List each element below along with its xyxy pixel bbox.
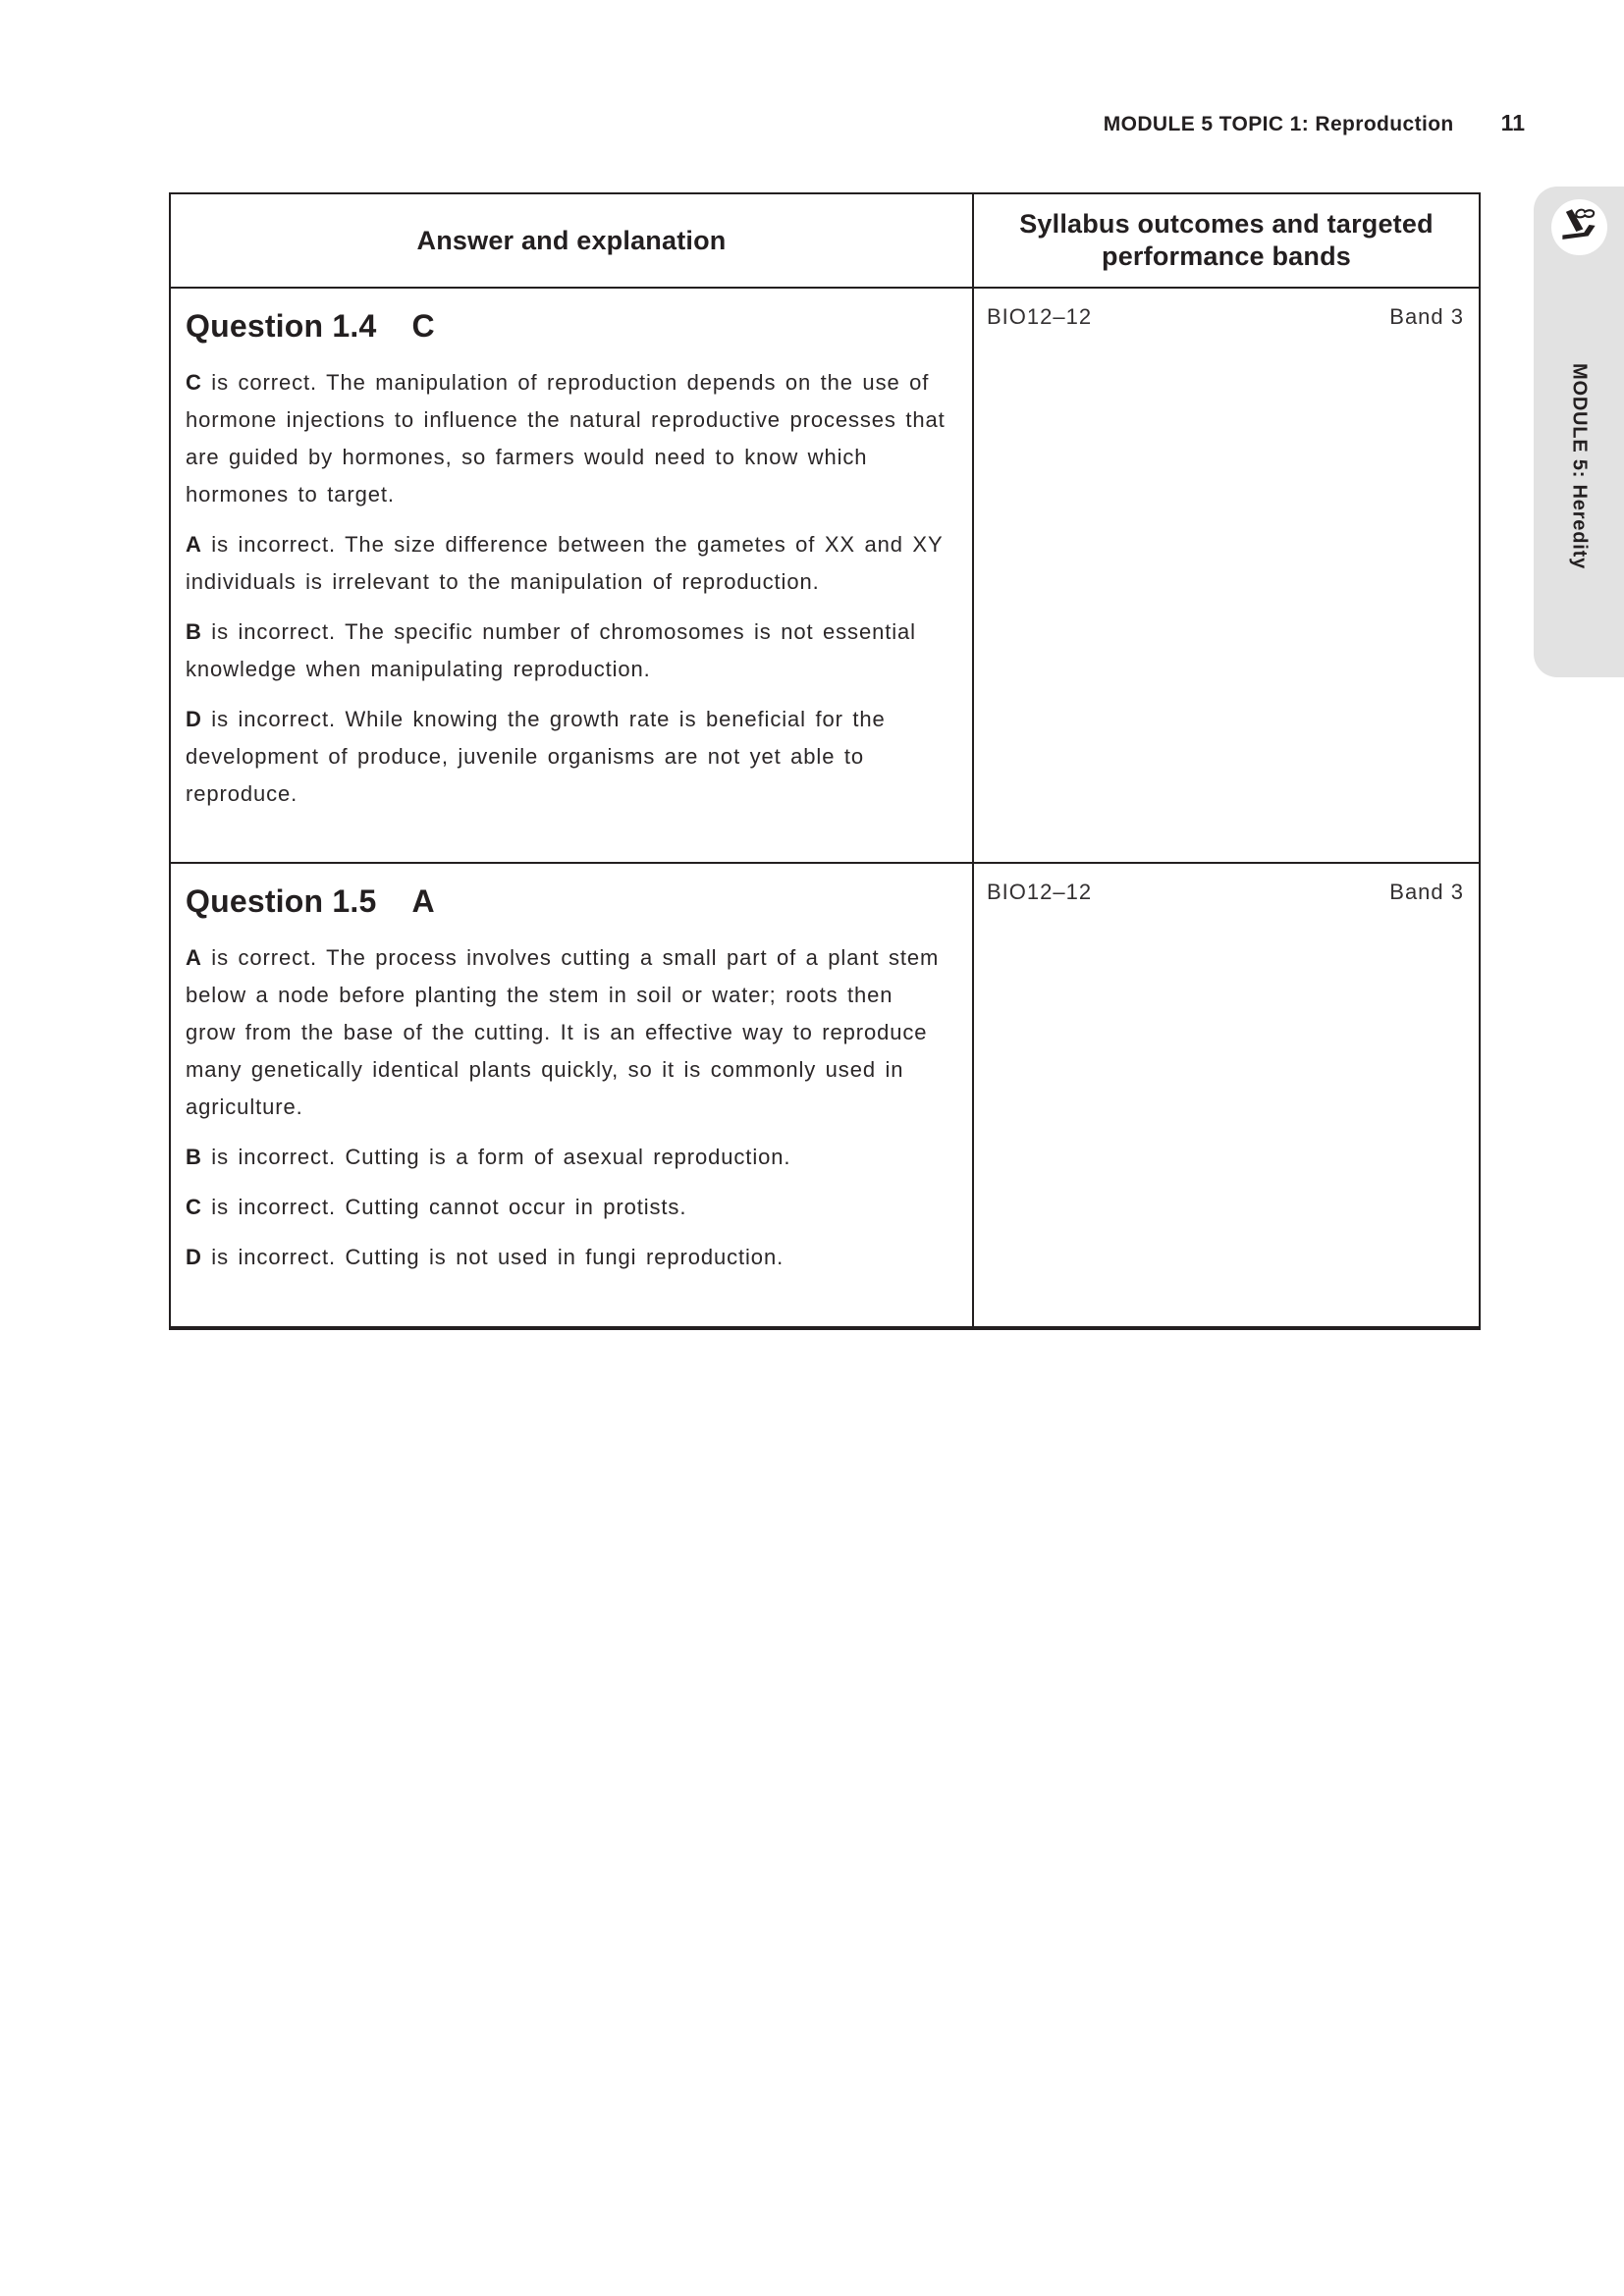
explanation-paragraph [186, 939, 947, 1126]
option-explanation: is incorrect. The size difference between the gametes of XX and XY individuals is irrelevant to the manipulation of reproduction. [186, 532, 944, 594]
module-tab-label: MODULE 5: Heredity [1568, 363, 1591, 569]
table-header-answer-explanation: Answer and explanation [171, 194, 974, 289]
explanation-paragraph [186, 1139, 947, 1176]
question-heading [186, 308, 947, 345]
option-letter: C [186, 1195, 202, 1219]
syllabus-outcome-code: BIO12–12 [987, 880, 1093, 904]
excel-kangaroo-logo-icon [1558, 204, 1599, 250]
performance-band: Band 3 [1389, 304, 1464, 329]
option-explanation: is correct. The manipulation of reproduction depends on the use of hormone injections to influence the natural reproductive processes that are guided by hormones, so farmers would need to know which hormones to target. [186, 370, 946, 507]
explanation-paragraph [186, 1189, 947, 1226]
question-answer-letter: C [411, 308, 435, 344]
page-number: 11 [1500, 110, 1525, 135]
explanation-paragraph [186, 614, 947, 688]
explanation-paragraph [186, 1239, 947, 1276]
option-letter: C [186, 370, 202, 395]
option-explanation: is incorrect. While knowing the growth rate is beneficial for the development of produce, juvenile organisms are not yet able to reproduce. [186, 707, 886, 806]
question-heading [186, 883, 947, 920]
chapter-title: MODULE 5 TOPIC 1: Reproduction [1103, 113, 1454, 135]
explanation-paragraph [186, 364, 947, 513]
table-header-syllabus-outcomes: Syllabus outcomes and targeted performance bands [974, 194, 1479, 289]
module-side-tab [1534, 187, 1624, 677]
outcome-cell-question-1-5 [974, 864, 1479, 1326]
question-label: Question 1.5 [186, 883, 377, 919]
brand-logo-circle [1551, 199, 1607, 255]
tab-label-wrap [1568, 255, 1591, 677]
answer-table [169, 192, 1481, 1330]
answer-cell-question-1-5 [171, 864, 974, 1326]
outcome-cell-question-1-4 [974, 289, 1479, 864]
question-label: Question 1.4 [186, 308, 377, 344]
explanation-paragraph [186, 526, 947, 601]
option-explanation: is correct. The process involves cutting a small part of a plant stem below a node before planting the stem in soil or water; roots then grow from the base of the cutting. It is an effective way to reproduce many genetically identical plants quickly, so it is commonly used in agriculture. [186, 945, 940, 1119]
option-explanation: is incorrect. Cutting cannot occur in protists. [201, 1195, 687, 1219]
option-letter: D [186, 707, 202, 731]
option-letter: B [186, 619, 202, 644]
option-explanation: is incorrect. Cutting is not used in fungi reproduction. [201, 1245, 785, 1269]
explanation-paragraph [186, 701, 947, 813]
option-letter: A [186, 532, 202, 557]
syllabus-outcome-code: BIO12–12 [987, 304, 1093, 329]
option-letter: B [186, 1145, 202, 1169]
question-answer-letter: A [411, 883, 435, 919]
running-head [1104, 110, 1525, 136]
performance-band: Band 3 [1389, 880, 1464, 904]
option-explanation: is incorrect. Cutting is a form of asexual reproduction. [201, 1145, 791, 1169]
option-explanation: is incorrect. The specific number of chromosomes is not essential knowledge when manipulating reproduction. [186, 619, 916, 681]
option-letter: D [186, 1245, 202, 1269]
option-letter: A [186, 945, 202, 970]
answer-cell-question-1-4 [171, 289, 974, 864]
